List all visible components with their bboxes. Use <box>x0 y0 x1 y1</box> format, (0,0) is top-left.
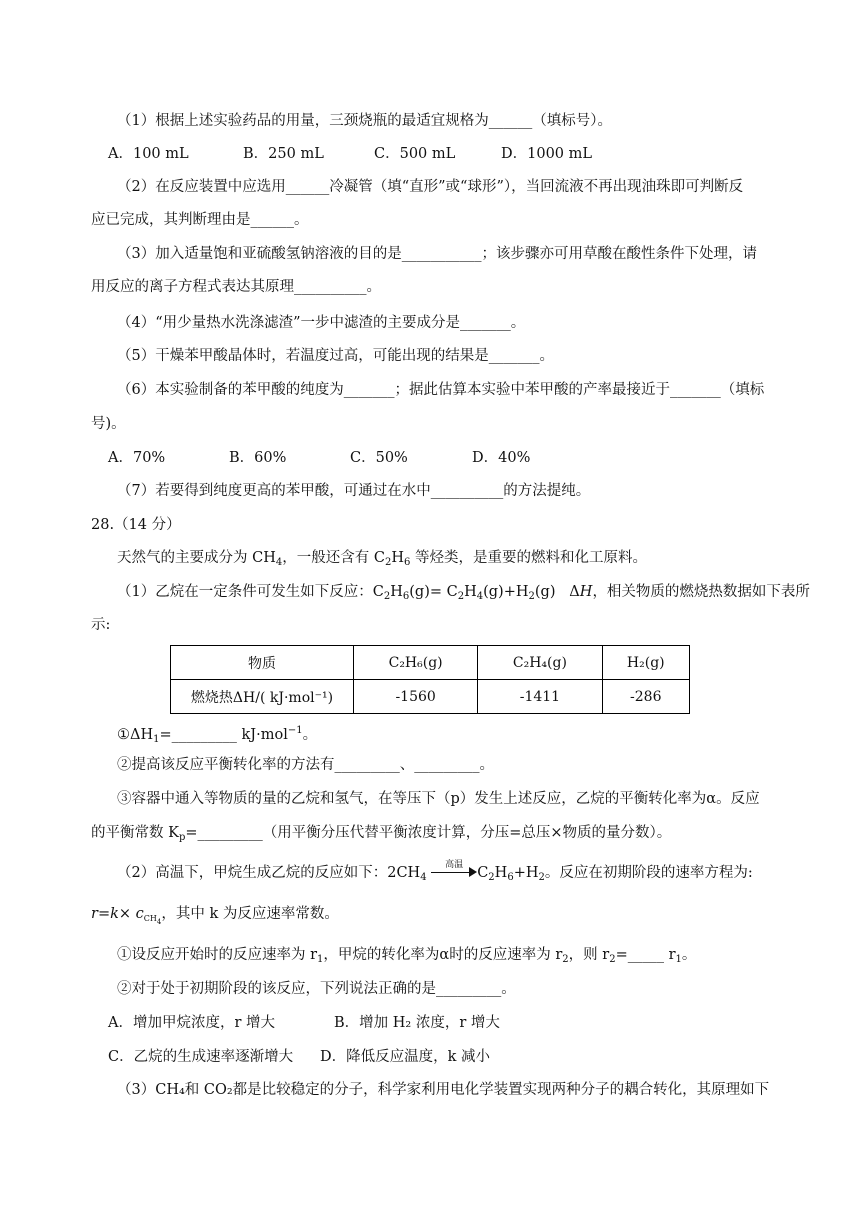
problem-28-1-line-1: （1）乙烷在一定条件可发生如下反应：$C_2H_6(g)= C_2H_4(g)+H_2(g)$ ΔH，相关物质的燃烧热数据如下表所 <box>117 584 810 602</box>
q1-option-d: D．1000 mL <box>501 146 593 162</box>
sub-question-2: ②提高该反应平衡转化率的方法有_________、_________。 <box>117 757 494 773</box>
question-3-line-1: （3）加入适量饱和亚硫酸氢钠溶液的目的是___________；该步骤亦可用草酸在酸性条件下处理，请 <box>117 246 757 262</box>
sub-question-3-line-1: ③容器中通入等物质的量的乙烷和氢气，在等压下（p）发生上述反应，乙烷的平衡转化率为α。反应 <box>117 791 760 807</box>
q6-option-d: D．40% <box>472 450 531 466</box>
table-header-c2h6: C₂H₆(g) <box>354 646 478 680</box>
p28-2-option-a: A．增加甲烷浓度，r 增大 <box>108 1015 276 1031</box>
problem-28-heading: 28.（14 分） <box>91 517 181 533</box>
problem-28-2-line-1: （2）高温下，甲烷生成乙烷的反应如下：$2CH_4$ 高温 $C_2H_6+H_2$。反应在初期阶段的速率方程为: <box>117 860 753 883</box>
table-row <box>171 646 690 680</box>
p28-2-option-c: C．乙烷的生成速率逐渐增大 <box>108 1049 294 1065</box>
q6-option-a: A．70% <box>108 450 166 466</box>
question-3-line-2: 用反应的离子方程式表达其原理__________。 <box>91 279 381 295</box>
question-1: （1）根据上述实验药品的用量，三颈烧瓶的最适宜规格为______（填标号）。 <box>117 113 612 129</box>
table-header-h2: H₂(g) <box>602 646 689 680</box>
problem-28-2-sub-1: ①设反应开始时的反应速率为 $r_1$，甲烷的转化率为α时的反应速率为 $r_2$，则 $r_2=\_\_\_\_\_$ $r_1$。 <box>117 947 697 965</box>
problem-28-3: （3）CH₄和 CO₂都是比较稳定的分子，科学家利用电化学装置实现两种分子的耦合转化，其原理如下 <box>117 1082 770 1098</box>
table-row <box>171 680 690 714</box>
table-cell-c2h4: -1411 <box>478 680 602 714</box>
question-2-line-2: 应已完成，其判断理由是______。 <box>91 212 309 228</box>
q6-option-b: B．60% <box>229 450 287 466</box>
sub-question-3-line-2: 的平衡常数 $K_p=\_\_\_\_\_\_\_\_\_$（用平衡分压代替平衡浓度计算，分压=总压×物质的量分数）。 <box>91 825 672 843</box>
question-6-line-1: （6）本实验制备的苯甲酸的纯度为_______；据此估算本实验中苯甲酸的产率最接近于_______（填标 <box>117 382 765 398</box>
problem-28-2-line-2: $r=k\times c_{CH_4}$，其中 k 为反应速率常数。 <box>91 906 339 926</box>
table-row-label: 燃烧热ΔH/( kJ·mol⁻¹) <box>171 680 354 714</box>
question-5: （5）干燥苯甲酸晶体时，若温度过高，可能出现的结果是_______。 <box>117 348 554 364</box>
question-4: （4）“用少量热水洗涤滤渣”一步中滤渣的主要成分是_______。 <box>117 315 526 331</box>
q1-option-c: C．500 mL <box>374 146 456 162</box>
table-cell-h2: -286 <box>602 680 689 714</box>
sub-question-1: $①\Delta H_1=\_\_\_\_\_\_\_\_\_$ kJ·mol$^{-1}$。 <box>117 725 318 745</box>
table-header-substance: 物质 <box>171 646 354 680</box>
question-6-line-2: 号)。 <box>91 416 126 432</box>
q1-option-a: A．100 mL <box>108 146 189 162</box>
problem-28-intro: 天然气的主要成分为 $CH_4$，一般还含有 $C_2H_6$ 等烃类，是重要的燃料和化工原料。 <box>117 550 647 568</box>
combustion-heat-table <box>170 645 690 714</box>
p28-2-option-b: B．增加 H₂ 浓度，r 增大 <box>334 1015 500 1031</box>
question-2-line-1: （2）在反应装置中应选用______冷凝管（填“直形”或“球形”），当回流液不再出现油珠即可判断反 <box>117 179 744 195</box>
question-7: （7）若要得到纯度更高的苯甲酸，可通过在水中__________的方法提纯。 <box>117 483 591 499</box>
problem-28-2-sub-2: ②对于处于初期阶段的该反应，下列说法正确的是_________。 <box>117 981 516 997</box>
reaction-arrow-icon: 高温 <box>431 864 477 878</box>
q6-option-c: C．50% <box>350 450 408 466</box>
p28-2-option-d: D．降低反应温度，k 减小 <box>320 1049 491 1065</box>
problem-28-1-line-2: 示: <box>91 617 111 633</box>
table-header-c2h4: C₂H₄(g) <box>478 646 602 680</box>
q1-option-b: B．250 mL <box>243 146 324 162</box>
table-cell-c2h6: -1560 <box>354 680 478 714</box>
